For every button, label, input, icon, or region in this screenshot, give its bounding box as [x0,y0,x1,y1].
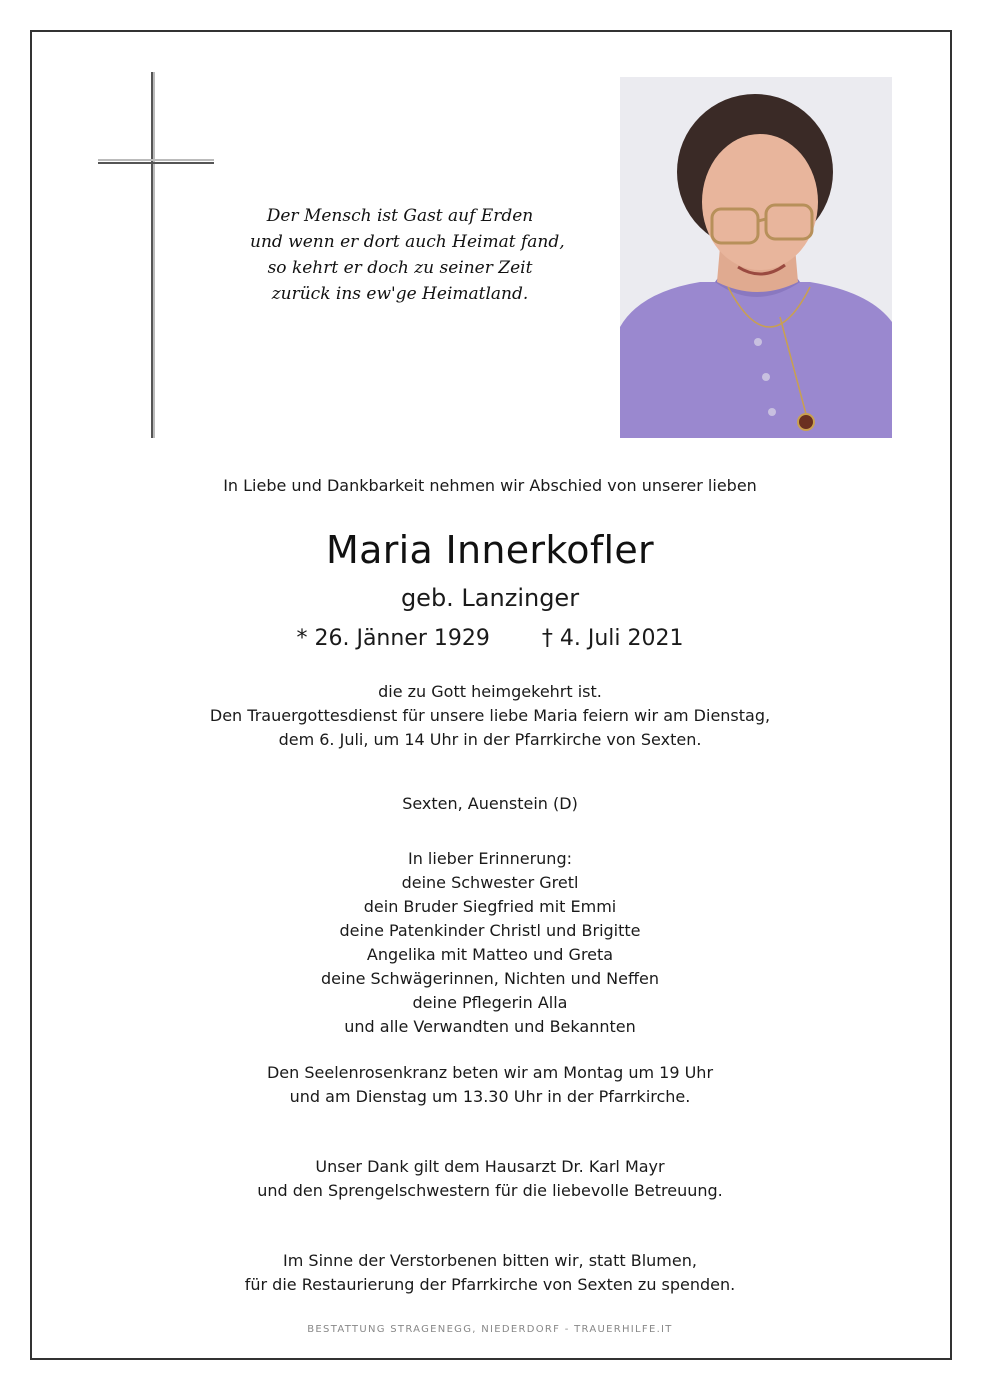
intro-text: In Liebe und Dankbarkeit nehmen wir Abschied von unserer lieben [223,476,757,495]
poem [250,203,565,307]
portrait-photo [620,77,892,438]
poem-line: zurück ins ew'ge Heimatland. [271,284,529,304]
thanks-line: Unser Dank gilt dem Hausarzt Dr. Karl Mayr [315,1157,665,1176]
message-line: die zu Gott heimgekehrt ist. [378,682,602,701]
donation-line: Im Sinne der Verstorbenen bitten wir, statt Blumen, [283,1251,697,1270]
message-line: dem 6. Juli, um 14 Uhr in der Pfarrkirche von Sexten. [278,730,702,749]
message-line: Den Trauergottesdienst für unsere liebe Maria feiern wir am Dienstag, [209,706,771,725]
rosary-line: und am Dienstag um 13.30 Uhr in der Pfarrkirche. [289,1087,691,1106]
deceased-name: Maria Innerkofler [326,528,654,572]
mourner-line: und alle Verwandten und Bekannten [344,1017,636,1036]
donation-text [60,1249,920,1297]
poem-line: und wenn er dort auch Heimat fand, [250,232,565,252]
mourner-line: deine Pflegerin Alla [412,993,568,1012]
mourner-line: In lieber Erinnerung: [407,849,572,868]
mourner-line: Angelika mit Matteo und Greta [366,945,614,964]
thanks-line: und den Sprengelschwestern für die liebevolle Betreuung. [257,1181,723,1200]
rosary-line: Den Seelenrosenkranz beten wir am Montag um 19 Uhr [266,1063,714,1082]
mourner-line: deine Schwester Gretl [401,873,579,892]
mourners-list [60,847,920,1039]
mourner-line: deine Patenkinder Christl und Brigitte [339,921,641,940]
cross-icon-bar [98,162,214,164]
death-date: † 4. Juli 2021 [541,626,684,651]
rosary-info [60,1061,920,1109]
poem-line: so kehrt er doch zu seiner Zeit [267,258,533,278]
thanks-text [60,1155,920,1203]
footer-credit: BESTATTUNG STRAGENEGG, NIEDERDORF - TRAUERHILFE.IT [307,1324,673,1335]
birth-date: * 26. Jänner 1929 [296,626,490,651]
donation-line: für die Restaurierung der Pfarrkirche von Sexten zu spenden. [244,1275,736,1294]
cross-icon [151,72,153,438]
funeral-message [60,680,920,752]
life-dates [60,626,920,651]
mourner-line: deine Schwägerinnen, Nichten und Neffen [321,969,659,988]
mourner-line: dein Bruder Siegfried mit Emmi [363,897,617,916]
birth-name: geb. Lanzinger [400,584,580,612]
poem-line: Der Mensch ist Gast auf Erden [266,206,534,226]
places: Sexten, Auenstein (D) [402,794,578,813]
